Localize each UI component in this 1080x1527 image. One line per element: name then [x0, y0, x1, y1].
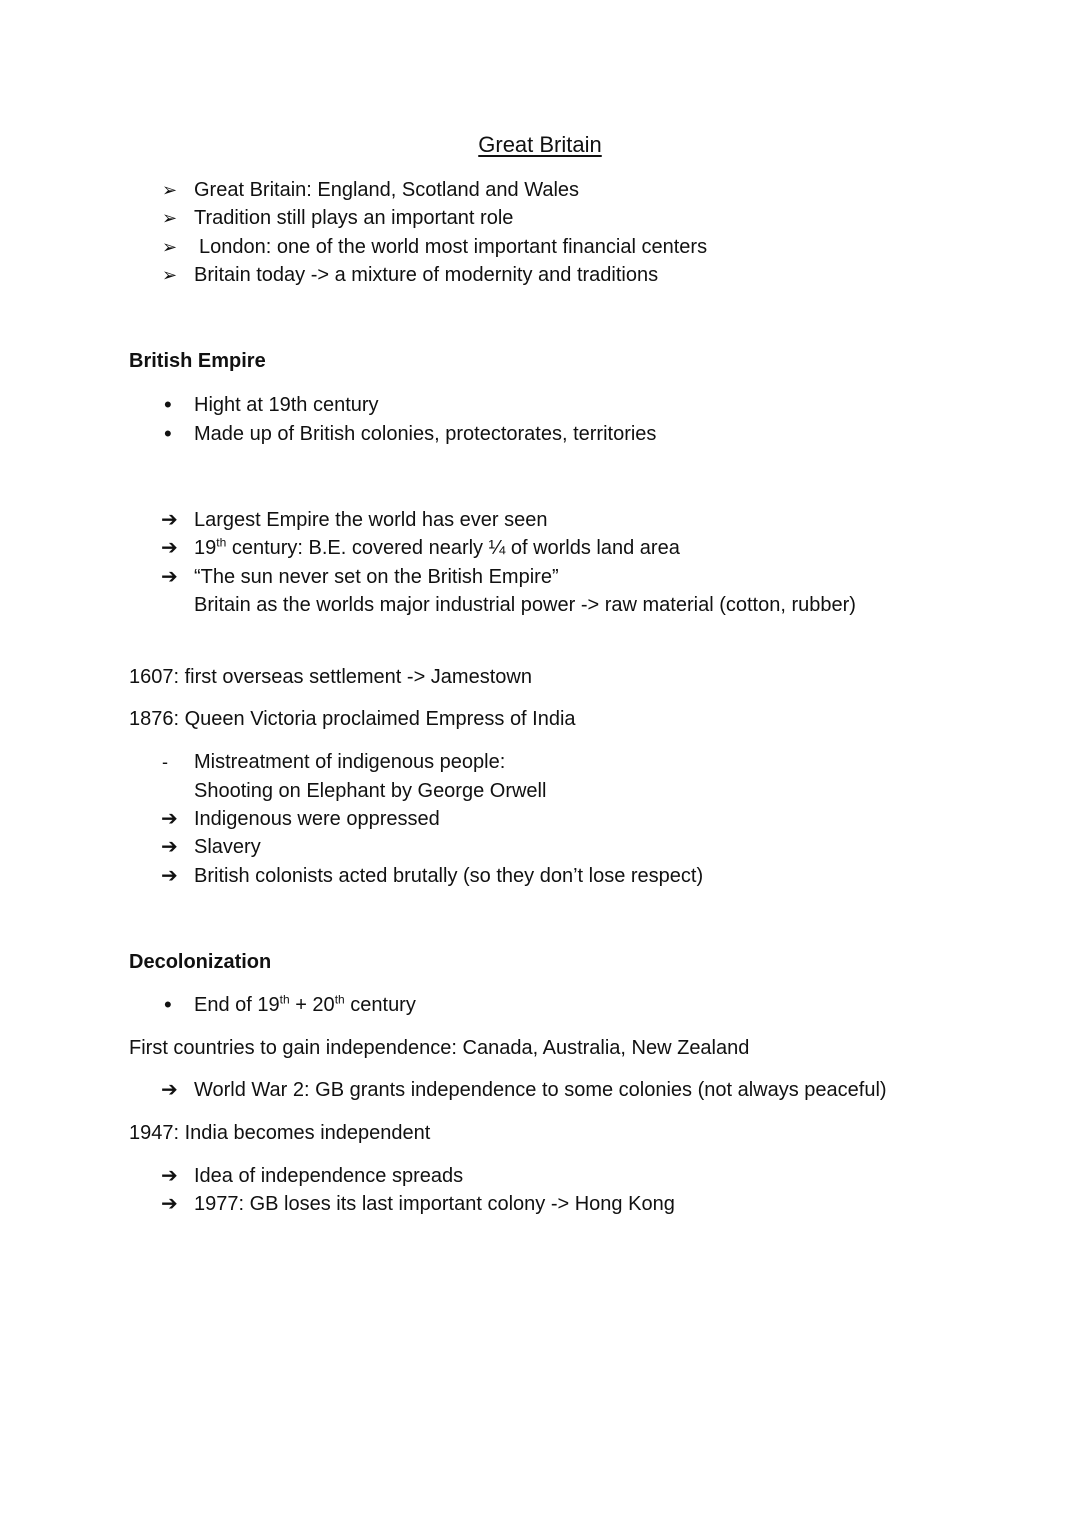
- intro-item: London: one of the world most important financial centers: [199, 236, 708, 258]
- arrow-item: Indigenous were oppressed: [194, 808, 440, 830]
- dash-item: Mistreatment of indigenous people:: [194, 751, 506, 773]
- intro-item: Great Britain: England, Scotland and Wales: [194, 179, 580, 201]
- arrowhead-bullet-icon: ➢: [162, 180, 178, 200]
- date-line: 1607: first overseas settlement -> Jamestown: [129, 666, 532, 688]
- ordinal-suffix: th: [216, 535, 227, 550]
- arrow-item: Largest Empire the world has ever seen: [194, 509, 548, 531]
- arrow-bullet-icon: ➔: [161, 808, 178, 830]
- list-item-text: End of 19: [194, 994, 280, 1016]
- arrow-item: 1977: GB loses its last important colony -> Hong Kong: [194, 1193, 675, 1215]
- bullet-dot-icon: •: [164, 421, 172, 446]
- arrow-bullet-icon: ➔: [161, 537, 178, 559]
- arrow-bullet-icon: ➔: [161, 836, 178, 858]
- date-line: 1947: India becomes independent: [129, 1122, 431, 1144]
- list-item-text: century: [344, 994, 416, 1016]
- intro-item: Tradition still plays an important role: [194, 207, 514, 229]
- arrow-bullet-icon: ➔: [161, 509, 178, 531]
- arrowhead-bullet-icon: ➢: [162, 265, 178, 285]
- list-item: [194, 993, 416, 1017]
- arrow-bullet-icon: ➔: [161, 1079, 178, 1101]
- page-title: Great Britain: [478, 132, 602, 157]
- arrow-bullet-icon: ➔: [161, 1193, 178, 1215]
- list-item: Hight at 19th century: [194, 394, 379, 416]
- arrow-item: Slavery: [194, 836, 261, 858]
- bullet-dot-icon: •: [164, 392, 172, 417]
- intro-item: Britain today -> a mixture of modernity and traditions: [194, 264, 659, 286]
- dash-bullet-icon: -: [162, 752, 168, 772]
- bullet-dot-icon: •: [164, 992, 172, 1017]
- date-line: 1876: Queen Victoria proclaimed Empress of India: [129, 708, 576, 730]
- ordinal-number: 19: [194, 537, 217, 559]
- arrow-bullet-icon: ➔: [161, 566, 178, 588]
- section-heading-decolonization: Decolonization: [129, 951, 272, 973]
- ordinal-suffix: th: [334, 992, 345, 1007]
- arrow-item: “The sun never set on the British Empire”: [194, 566, 559, 588]
- arrowhead-bullet-icon: ➢: [162, 237, 178, 257]
- arrow-bullet-icon: ➔: [161, 865, 178, 887]
- arrow-item: Idea of independence spreads: [194, 1165, 464, 1187]
- arrow-bullet-icon: ➔: [161, 1165, 178, 1187]
- arrow-item-continuation: Britain as the worlds major industrial power -> raw material (cotton, rubber): [194, 594, 856, 616]
- dash-item-continuation: Shooting on Elephant by George Orwell: [194, 780, 547, 802]
- arrowhead-bullet-icon: ➢: [162, 208, 178, 228]
- list-item: Made up of British colonies, protectorates, territories: [194, 423, 657, 445]
- arrow-item: [194, 536, 680, 560]
- list-item-text: + 20: [289, 994, 335, 1016]
- paragraph: First countries to gain independence: Canada, Australia, New Zealand: [129, 1037, 750, 1059]
- arrow-item: British colonists acted brutally (so they don’t lose respect): [194, 865, 704, 887]
- section-heading-british-empire: British Empire: [129, 350, 266, 372]
- ordinal-suffix: th: [279, 992, 290, 1007]
- arrow-item: World War 2: GB grants independence to some colonies (not always peaceful): [194, 1079, 887, 1101]
- arrow-item-text: century: B.E. covered nearly ¼ of worlds land area: [226, 537, 680, 559]
